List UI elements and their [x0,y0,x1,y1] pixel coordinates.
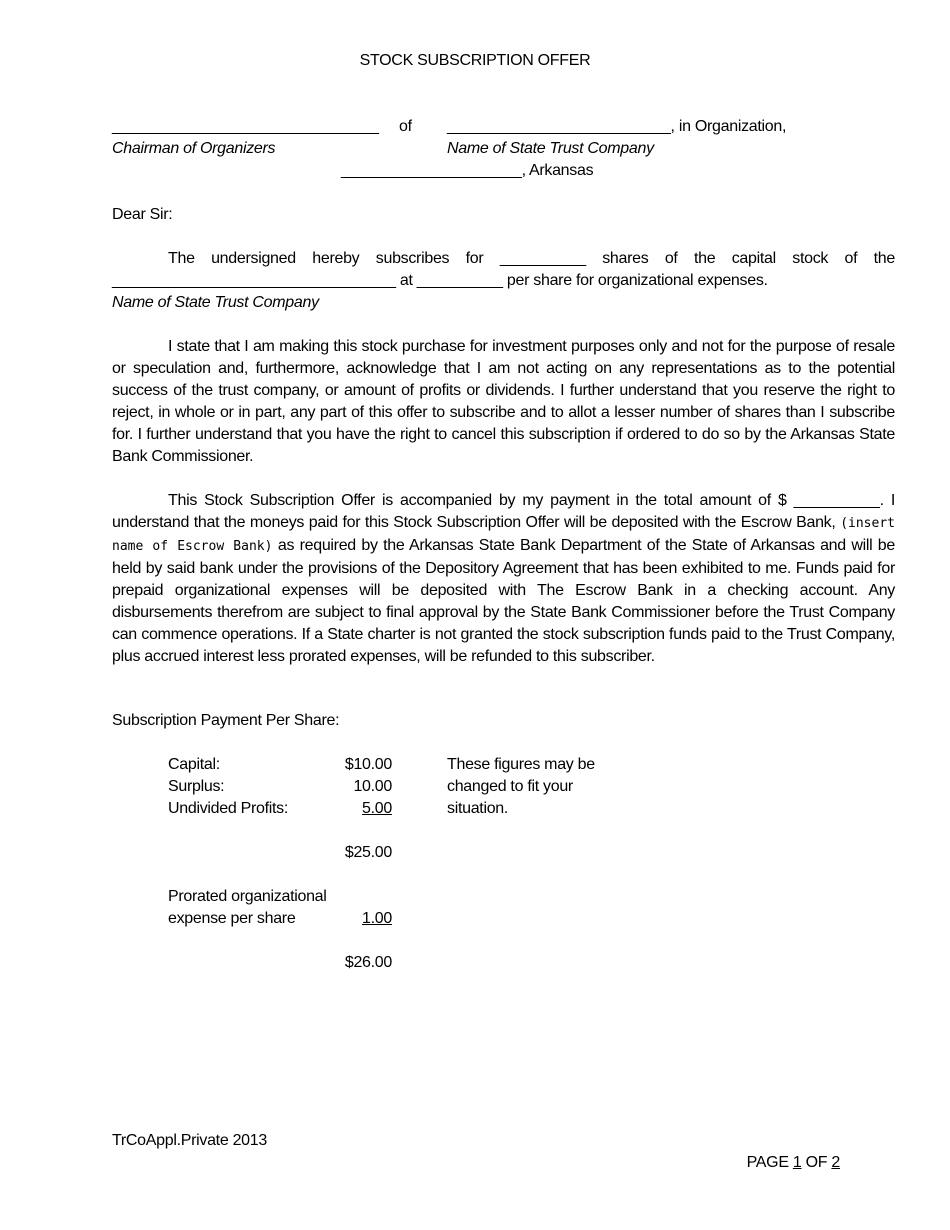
payment-note-2: changed to fit your [447,778,573,795]
footer-page-number [738,1130,840,1174]
escrow-text-after: as required by the Arkansas State Bank Department of the State of Arkansas and will be held by said bank under the provisions of the Depository Agreement that has been exhibited to me. Funds paid for prepaid organizational expenses will be deposited with The Escrow Bank in a checking account. Any disbursements therefrom are subject to final approval by the State Bank Commissioner before the Trust Company can commence operations. If a State charter is not granted the stock subscription funds paid to the Trust Company, plus accrued interest less prorated expenses, will be refunded to this subscriber. [112,537,895,665]
city-line: _____________________, Arkansas [341,162,594,179]
company-label: Name of State Trust Company [447,140,654,157]
payment-value-profits: 5.00 [362,800,392,817]
escrow-paragraph [112,490,895,668]
payment-label-surplus: Surplus: [168,778,225,795]
prorated-label-1: Prorated organizational [168,888,327,905]
of-word: of [399,118,412,135]
payment-note-3: situation. [447,800,509,817]
payment-label-profits: Undivided Profits: [168,800,288,817]
company-label-2: Name of State Trust Company [112,294,319,311]
chairman-label: Chairman of Organizers [112,140,276,157]
payment-value-surplus: 10.00 [353,778,392,795]
payment-heading: Subscription Payment Per Share: [112,712,340,729]
company-blank: __________________________, in Organization, [447,118,787,135]
chairman-blank: _______________________________ [112,118,379,135]
escrow-bank-insert: (insert name of Escrow Bank) [112,516,895,554]
salutation: Dear Sir: [112,206,173,223]
subscription-paragraph: The undersigned hereby subscribes for __________ shares of the capital stock of the _________________________________ at __________ per share for organizational expenses. [112,250,895,289]
document-title: STOCK SUBSCRIPTION OFFER [359,52,591,69]
payment-subtotal: $25.00 [344,844,392,861]
payment-value-capital: $10.00 [344,756,392,773]
page-current: 1 [792,1154,802,1171]
page-mid: OF [801,1154,832,1171]
footer-doc-id: TrCoAppl.Private 2013 [112,1132,267,1149]
page-total: 2 [831,1154,840,1171]
payment-label-capital: Capital: [168,756,220,773]
prorated-value: 1.00 [362,910,392,927]
prorated-label-2: expense per share [168,910,296,927]
page-prefix: PAGE [746,1154,793,1171]
payment-total: $26.00 [344,954,392,971]
payment-note-1: These figures may be [447,756,595,773]
escrow-text-before: This Stock Subscription Offer is accompanied by my payment in the total amount of $ __________. I understand that the moneys paid for this Stock Subscription Offer will be deposited with the Escrow Bank, [112,492,895,531]
investment-paragraph: I state that I am making this stock purchase for investment purposes only and not for the purpose of resale or speculation and, furthermore, acknowledge that I am not acting on any representations as to the potential success of the trust company, or amount of profits or dividends. I further understand that you reserve the right to reject, in whole or in part, any part of this offer to subscribe and to allot a lesser number of shares than I subscribe for. I further understand that you have the right to cancel this subscription if ordered to do so by the Arkansas State Bank Commissioner. [112,338,895,465]
